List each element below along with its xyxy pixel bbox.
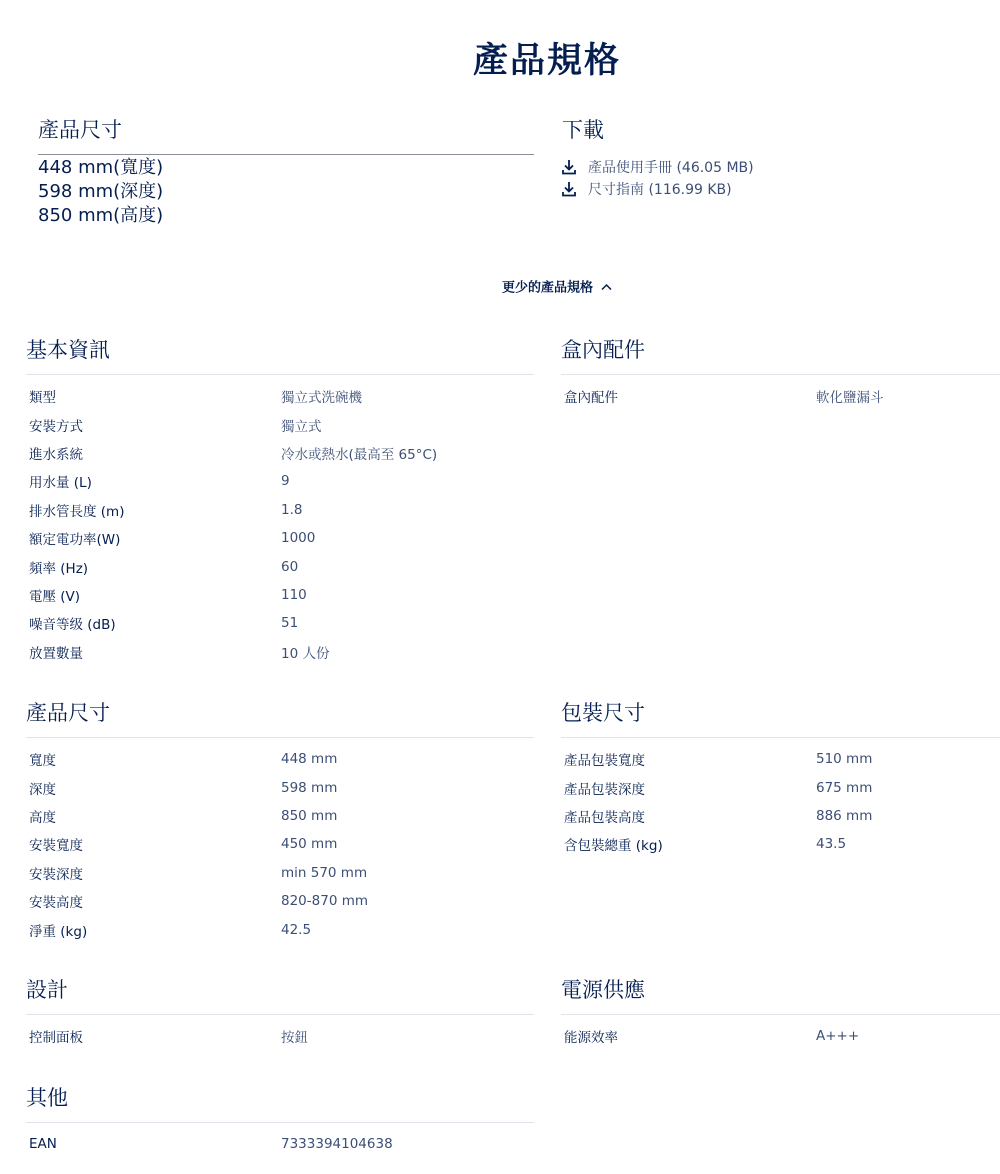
spec-table xyxy=(561,1015,1000,1050)
download-manual-label: 產品使用手冊 (46.05 MB) xyxy=(588,160,754,176)
spec-value: 850 mm xyxy=(281,807,338,824)
spec-row xyxy=(561,773,1000,801)
spec-row xyxy=(26,552,534,580)
spec-key: 寬度 xyxy=(29,753,56,770)
download-manual-link[interactable] xyxy=(562,156,982,178)
spec-row xyxy=(26,467,534,495)
spec-row xyxy=(26,524,534,552)
spec-key: 產品包裝深度 xyxy=(564,781,645,798)
spec-value: 按鈕 xyxy=(281,1030,308,1047)
spec-key: 安裝高度 xyxy=(29,895,83,912)
spec-key: 深度 xyxy=(29,781,56,798)
spec-key: 排水管長度 (m) xyxy=(29,503,125,520)
spec-value: 1000 xyxy=(281,530,316,547)
section-product-dimensions xyxy=(26,699,534,944)
spec-value: 450 mm xyxy=(281,836,338,853)
top-dimensions xyxy=(38,116,534,228)
spec-row xyxy=(26,496,534,524)
spec-table xyxy=(26,1015,534,1050)
section-in-box xyxy=(561,336,1000,410)
dimension-depth: 598 mm(深度) xyxy=(38,181,164,202)
section-basic-info xyxy=(26,336,534,666)
section-heading: 其他 xyxy=(26,1084,534,1123)
chevron-up-icon xyxy=(601,278,612,298)
spec-value: min 570 mm xyxy=(281,864,368,881)
top-dimensions-heading: 產品尺寸 xyxy=(38,116,534,155)
spec-value: 51 xyxy=(281,615,299,632)
spec-table xyxy=(26,738,534,944)
downloads-list xyxy=(562,156,982,200)
spec-table xyxy=(26,375,534,666)
dimension-width: 448 mm(寬度) xyxy=(38,157,164,178)
download-size-guide-link[interactable] xyxy=(562,178,982,200)
spec-row xyxy=(561,1022,1000,1050)
spec-key: 安裝深度 xyxy=(29,866,83,883)
fewer-specs-label: 更少的產品規格 xyxy=(501,280,593,296)
downloads xyxy=(562,116,982,200)
spec-row xyxy=(26,830,534,858)
spec-key: 類型 xyxy=(29,390,56,407)
section-heading: 包裝尺寸 xyxy=(561,699,1000,738)
dimension-height: 850 mm(高度) xyxy=(38,205,164,226)
spec-value: 10 人份 xyxy=(281,645,330,662)
spec-row xyxy=(561,382,1000,410)
spec-row xyxy=(26,887,534,915)
spec-value: 42.5 xyxy=(281,921,312,938)
spec-row xyxy=(26,1022,534,1050)
spec-key: 噪音等级 (dB) xyxy=(29,617,116,634)
section-heading: 產品尺寸 xyxy=(26,699,534,738)
spec-row xyxy=(26,1130,534,1158)
spec-key: 盒內配件 xyxy=(564,390,618,407)
fewer-specs-toggle[interactable] xyxy=(0,278,1000,299)
spec-key: 頻率 (Hz) xyxy=(29,560,89,577)
spec-row xyxy=(26,915,534,943)
spec-key: 產品包裝寬度 xyxy=(564,753,645,770)
spec-value: 448 mm xyxy=(281,751,338,768)
spec-row xyxy=(26,410,534,438)
spec-row xyxy=(26,581,534,609)
spec-row xyxy=(561,830,1000,858)
spec-value: 886 mm xyxy=(816,807,873,824)
spec-value: 獨立式洗碗機 xyxy=(281,390,362,407)
download-size-guide-label: 尺寸指南 (116.99 KB) xyxy=(588,182,732,198)
spec-value: 軟化鹽漏斗 xyxy=(816,390,884,407)
spec-key: 淨重 (kg) xyxy=(29,923,88,940)
spec-row xyxy=(26,439,534,467)
page-title: 產品規格 xyxy=(472,41,621,81)
spec-row xyxy=(561,802,1000,830)
spec-value: 110 xyxy=(281,586,307,603)
spec-value: 43.5 xyxy=(816,836,847,853)
spec-key: 額定電功率(W) xyxy=(29,532,121,549)
section-other xyxy=(26,1084,534,1158)
spec-row xyxy=(26,745,534,773)
download-icon xyxy=(562,181,576,197)
section-heading: 設計 xyxy=(26,976,534,1015)
spec-row xyxy=(26,802,534,830)
spec-key: 產品包裝高度 xyxy=(564,809,645,826)
spec-row xyxy=(26,609,534,637)
section-heading: 盒內配件 xyxy=(561,336,1000,375)
spec-row xyxy=(561,745,1000,773)
spec-value: 675 mm xyxy=(816,779,873,796)
spec-value: 598 mm xyxy=(281,779,338,796)
spec-row xyxy=(26,859,534,887)
spec-value: 1.8 xyxy=(281,501,303,518)
downloads-heading: 下載 xyxy=(562,118,604,142)
spec-row xyxy=(26,638,534,666)
spec-table xyxy=(561,375,1000,410)
spec-row xyxy=(26,382,534,410)
download-icon xyxy=(562,159,576,175)
spec-table xyxy=(561,738,1000,859)
spec-key: 放置數量 xyxy=(29,645,83,662)
spec-key: 用水量 (L) xyxy=(29,475,92,492)
spec-table xyxy=(26,1123,534,1158)
spec-value: 冷水或熱水(最高至 65°C) xyxy=(281,446,438,463)
spec-key: 進水系統 xyxy=(29,446,83,463)
spec-value: 7333394104638 xyxy=(281,1136,393,1153)
spec-key: 能源效率 xyxy=(564,1030,618,1047)
section-heading: 電源供應 xyxy=(561,976,1000,1015)
section-design xyxy=(26,976,534,1050)
section-packaging-dimensions xyxy=(561,699,1000,859)
spec-key: 控制面板 xyxy=(29,1030,83,1047)
spec-key: EAN xyxy=(29,1136,57,1153)
spec-value: 9 xyxy=(281,473,290,490)
section-heading: 基本資訊 xyxy=(26,336,534,375)
spec-value: 510 mm xyxy=(816,751,873,768)
spec-key: 電壓 (V) xyxy=(29,588,81,605)
top-dimensions-list xyxy=(38,155,534,228)
spec-key: 含包裝總重 (kg) xyxy=(564,838,663,855)
spec-key: 安裝寬度 xyxy=(29,838,83,855)
spec-value: A+++ xyxy=(816,1028,860,1045)
spec-value: 820-870 mm xyxy=(281,893,368,910)
spec-key: 安裝方式 xyxy=(29,418,83,435)
spec-key: 高度 xyxy=(29,809,56,826)
section-power-supply xyxy=(561,976,1000,1050)
spec-value: 獨立式 xyxy=(281,418,322,435)
spec-value: 60 xyxy=(281,558,299,575)
spec-row xyxy=(26,773,534,801)
